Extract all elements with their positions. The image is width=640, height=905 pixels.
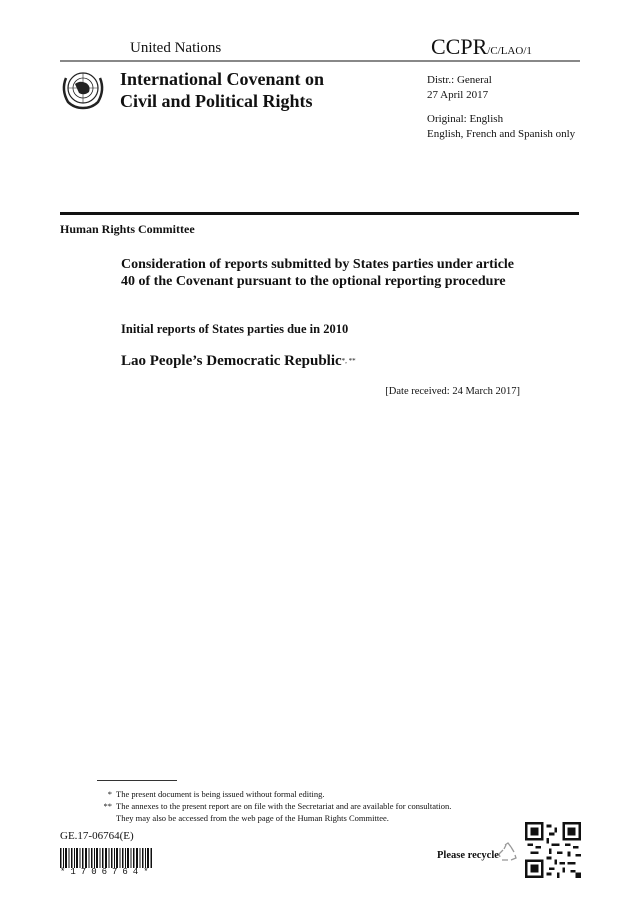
- issue-date: 27 April 2017: [427, 89, 489, 101]
- country-name: Lao People’s Democratic Republic: [121, 353, 342, 369]
- initial-reports-heading: Initial reports of States parties due in 2010: [121, 322, 349, 336]
- distribution: Distr.: General: [427, 74, 492, 86]
- footnote-1: * The present document is being issued without formal editing.: [107, 789, 325, 799]
- footnote-rule: [97, 780, 177, 781]
- barcode-icon: [60, 848, 152, 868]
- document-symbol: [431, 34, 532, 60]
- recycle-icon: [497, 841, 519, 863]
- un-emblem-icon: [58, 64, 108, 114]
- treaty-title: [120, 68, 324, 112]
- recycle-label: Please recycle: [437, 850, 499, 861]
- job-number: GE.17-06764(E): [60, 830, 134, 842]
- committee-name: Human Rights Committee: [60, 222, 195, 236]
- symbol-main: CCPR: [431, 34, 488, 59]
- country-heading: [121, 353, 356, 370]
- title-line-1: International Covenant on: [120, 69, 325, 89]
- date-received: [Date received: 24 March 2017]: [385, 386, 520, 397]
- consideration-heading: Consideration of reports submitted by States parties under article 40 of the Covenant pursuant to the optional reporting procedure: [121, 257, 515, 289]
- distribution-block: [427, 73, 492, 103]
- title-line-2: Civil and Political Rights: [120, 91, 313, 111]
- barcode-number: *1706764*: [60, 867, 154, 877]
- original-language: Original: English: [427, 113, 504, 125]
- footnote-marks[interactable]: *, **: [341, 357, 356, 365]
- language-block: [427, 112, 575, 142]
- footnote-2-continued: They may also be accessed from the web page of the Human Rights Committee.: [116, 813, 389, 823]
- organization-name: United Nations: [130, 40, 222, 56]
- section-rule: [60, 212, 579, 215]
- footnote-2: ** The annexes to the present report are on file with the Secretariat and are available for consultation.: [103, 801, 452, 811]
- header-rule: [60, 60, 580, 62]
- qr-code-icon: [525, 822, 581, 878]
- languages: English, French and Spanish only: [427, 128, 576, 140]
- symbol-suffix: /C/LAO/1: [487, 45, 532, 57]
